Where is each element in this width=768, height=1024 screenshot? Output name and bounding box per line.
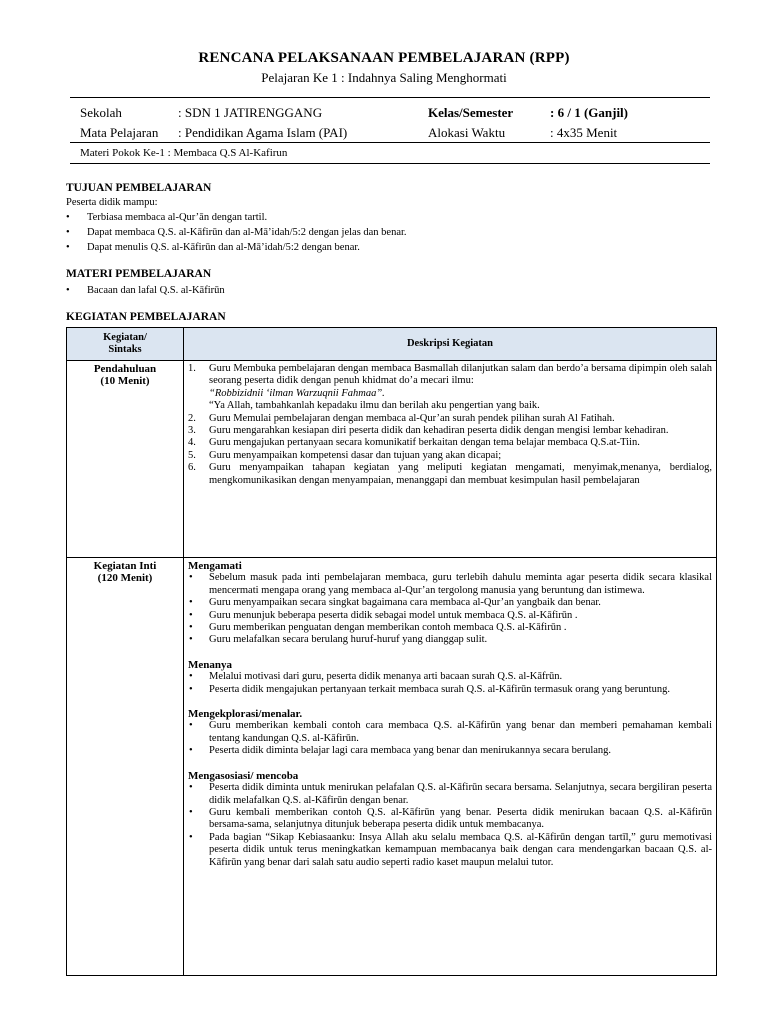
list-item: • Guru memberikan penguatan dengan memberikan contoh membaca Q.S. al-Kāfirūn . (189, 622, 567, 634)
list-item: • Sebelum masuk pada inti pembelajaran membaca, guru terlebih dahulu meminta agar peserta didik secara klasikal mencermati mengapa orang yang membaca al-Qur’an tergolong manusia yang beruntung dan istimewa. (189, 572, 712, 596)
inti-label: Kegiatan Inti (93, 560, 157, 572)
kegiatan-heading: KEGIATAN PEMBELAJARAN (66, 311, 226, 323)
kegiatan-table (66, 327, 717, 976)
pendahuluan-desc (184, 361, 717, 558)
document-title: RENCANA PELAKSANAAN PEMBELAJARAN (RPP) (198, 50, 570, 66)
sekolah-label: Sekolah (80, 105, 122, 120)
materi-pokok: Materi Pokok Ke-1 : Membaca Q.S Al-Kafirun (80, 147, 288, 159)
kelas-value: : 6 / 1 (Ganjil) (550, 105, 628, 120)
sekolah-value: : SDN 1 JATIRENGGANG (178, 105, 323, 120)
alokasi-label: Alokasi Waktu (428, 125, 506, 140)
kelas-label: Kelas/Semester (428, 105, 514, 120)
list-item: • Peserta didik diminta belajar lagi cara membaca yang benar dan menirukannya secara berulang. (189, 745, 612, 757)
pendahuluan-label: Pendahuluan (93, 363, 157, 375)
tujuan-heading: TUJUAN PEMBELAJARAN (66, 182, 212, 194)
document-subtitle: Pelajaran Ke 1 : Indahnya Saling Menghormati (261, 70, 507, 85)
menanya-title: Menanya (188, 658, 232, 671)
col-kegiatan-header: Kegiatan/ Sintaks (67, 328, 184, 361)
list-item: • Guru menunjuk beberapa peserta didik sebagai model untuk membaca Q.S. al-Kāfirūn . (189, 609, 578, 621)
mapel-label: Mata Pelajaran (80, 125, 159, 140)
list-item: 2. Guru Memulai pembelajaran dengan membaca al-Qur’an surah pendek pilihan surah Al Fatihah. (188, 412, 615, 424)
pendahuluan-cell (67, 361, 184, 558)
list-item: 1. Guru Membuka pembelajaran dengan membaca Basmallah dilanjutkan salam dan berdo’a bersama dipimpin oleh salah seorang peserta didik dengan penuh khidmat do’a mecari ilmu: “Robbizidnii ‘ilman Warzuqnii Fahmaa”. “Ya Allah, tambahkanlah kepadaku ilmu dan berilah aku pengertian yang baik. (188, 363, 712, 412)
list-item: • Pada bagian “Sikap Kebiasaanku: Insya Allah aku selalu membaca Q.S. al-Kāfirūn dengan tartīl,” guru memotivasi peserta didik untuk terus meningkatkan kemampuan membacanya baik dengan cara mendengarkan bacaan Q.S. al-Kāfirūn yang benar dari salah satu audio seperti radio kaset maupun melalui tutor. (189, 831, 712, 868)
list-item: • Guru memberikan kembali contoh cara membaca Q.S. al-Kāfirūn yang benar dan memberi pemahaman kembali tentang kandungan Q.S. al-Kāfirūn. (189, 720, 712, 744)
inti-desc (184, 558, 717, 976)
list-item: 4. Guru mengajukan pertanyaan secara komunikatif berkaitan dengan tema belajar membaca Q.S.at-Tiin. (188, 437, 640, 449)
list-item: 5. Guru menyampaikan kompetensi dasar dan tujuan yang akan dicapai; (188, 449, 502, 461)
eksplorasi-title: Mengekplorasi/menalar. (188, 708, 303, 721)
col-deskripsi-header: Deskripsi Kegiatan (184, 328, 717, 361)
tujuan-intro: Peserta didik mampu: (66, 197, 158, 208)
list-item: • Peserta didik diminta untuk menirukan pelafalan Q.S. al-Kāfirūn secara bersama. Selanjutnya, secara bergiliran peserta didik melafalkan Q.S. al-Kāfirūn dengan benar. (189, 782, 712, 806)
pendahuluan-time: (10 Menit) (100, 375, 150, 388)
list-item: • Peserta didik mengajukan pertanyaan terkait membaca surah Q.S. al-Kāfirūn termasuk orang yang beruntung. (189, 683, 670, 695)
list-item: • Guru menyampaikan secara singkat bagaimana cara membaca al-Qur’an yangbaik dan benar. (189, 597, 601, 609)
list-item: • Guru kembali memberikan contoh Q.S. al-Kāfirūn yang benar. Peserta didik menirukan bacaan Q.S. al-Kāfirūn bersama-sama, selanjutnya ditunjuk beberapa peserta didik untuk membacanya. (189, 806, 712, 831)
info-table (70, 97, 710, 143)
inti-time: (120 Menit) (97, 572, 153, 585)
alokasi-value: : 4x35 Menit (550, 125, 618, 140)
asosiasi-title: Mengasosiasi/ mencoba (188, 769, 299, 782)
materi-pokok-row (70, 142, 710, 164)
materi-heading: MATERI PEMBELAJARAN (66, 268, 212, 280)
list-item: 3. Guru mengarahkan kesiapan diri peserta didik dan kehadiran peserta didik dengan mengisi lembar kehadiran. (188, 425, 669, 437)
mapel-value: : Pendidikan Agama Islam (PAI) (178, 125, 348, 140)
list-item: • Guru melafalkan secara berulang huruf-huruf yang dianggap sulit. (189, 634, 488, 646)
mengamati-title: Mengamati (188, 560, 242, 572)
list-item: 6. Guru menyampaikan tahapan kegiatan yang meliputi kegiatan mengamati, menyimak,menanya, berdialog, mengkomunikasikan dengan menyampaian, menanggapi dan membuat kesimpulan hasil pembelajaran (188, 462, 712, 486)
inti-cell (67, 558, 184, 976)
list-item: • Melalui motivasi dari guru, peserta didik menanya arti bacaan surah Q.S. al-Kāfrūn. (189, 671, 563, 683)
